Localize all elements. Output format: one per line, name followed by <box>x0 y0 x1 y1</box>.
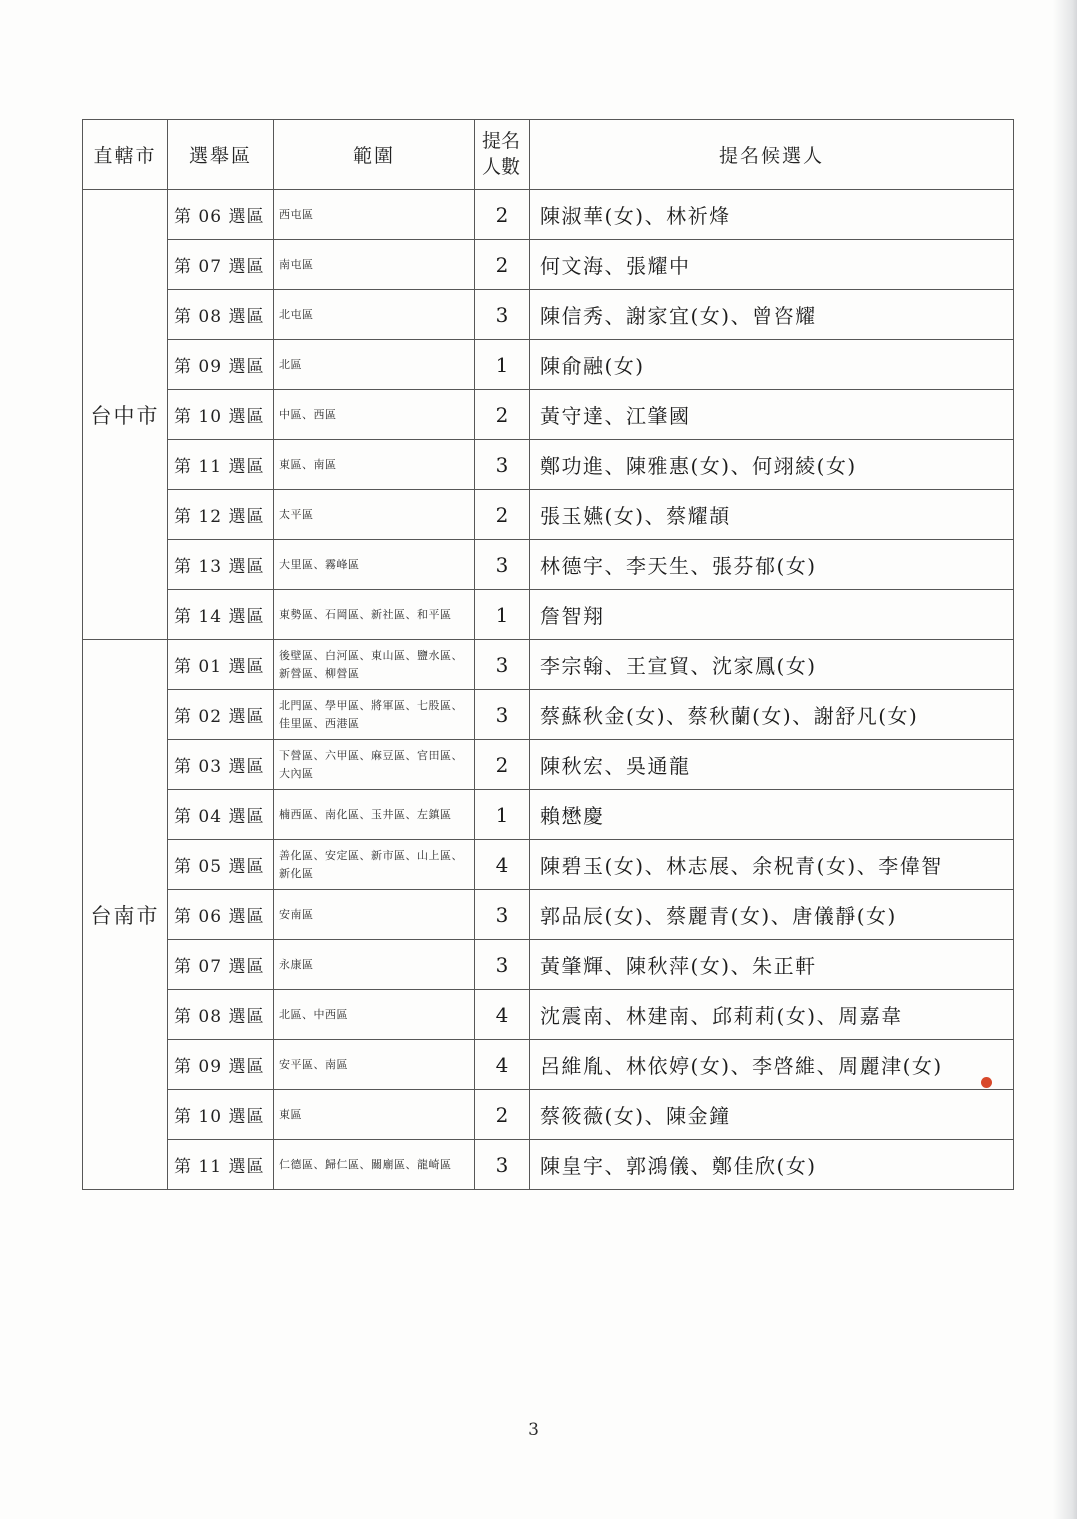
nominee-count-cell: 2 <box>475 490 530 540</box>
table-row <box>83 790 1014 840</box>
table-row <box>83 990 1014 1040</box>
table-row <box>83 940 1014 990</box>
candidates-cell: 詹智翔 <box>530 590 1014 640</box>
candidates-cell: 沈震南、林建南、邱莉莉(女)、周嘉韋 <box>530 990 1014 1040</box>
table-row <box>83 840 1014 890</box>
candidates-cell: 蔡筱薇(女)、陳金鐘 <box>530 1090 1014 1140</box>
scope-cell: 東區 <box>274 1090 475 1140</box>
candidates-cell: 鄭功進、陳雅惠(女)、何翊綾(女) <box>530 440 1014 490</box>
scope-cell: 北門區、學甲區、將軍區、七股區、佳里區、西港區 <box>274 690 475 740</box>
district-cell: 第 08 選區 <box>168 290 274 340</box>
district-cell: 第 06 選區 <box>168 890 274 940</box>
candidates-cell: 陳碧玉(女)、林志展、余柷青(女)、李偉智 <box>530 840 1014 890</box>
scope-cell: 楠西區、南化區、玉井區、左鎮區 <box>274 790 475 840</box>
table-row <box>83 340 1014 390</box>
scope-cell: 仁德區、歸仁區、關廟區、龍崎區 <box>274 1140 475 1190</box>
nominee-count-cell: 3 <box>475 290 530 340</box>
district-cell: 第 10 選區 <box>168 390 274 440</box>
table-row <box>83 190 1014 240</box>
scope-cell: 北區、中西區 <box>274 990 475 1040</box>
district-cell: 第 03 選區 <box>168 740 274 790</box>
table-row <box>83 1140 1014 1190</box>
table-row <box>83 540 1014 590</box>
district-cell: 第 14 選區 <box>168 590 274 640</box>
candidates-cell: 陳俞融(女) <box>530 340 1014 390</box>
nominee-count-cell: 2 <box>475 240 530 290</box>
nominee-count-cell: 2 <box>475 390 530 440</box>
candidates-cell: 陳信秀、謝家宜(女)、曾咨耀 <box>530 290 1014 340</box>
scope-cell: 安南區 <box>274 890 475 940</box>
municipality-cell: 台中市 <box>83 190 168 640</box>
header-nominee-count: 提名人數 <box>475 120 530 190</box>
scope-cell: 安平區、南區 <box>274 1040 475 1090</box>
nominee-count-cell: 4 <box>475 1040 530 1090</box>
candidates-cell: 何文海、張耀中 <box>530 240 1014 290</box>
scope-cell: 太平區 <box>274 490 475 540</box>
table-row <box>83 740 1014 790</box>
district-cell: 第 02 選區 <box>168 690 274 740</box>
district-cell: 第 08 選區 <box>168 990 274 1040</box>
district-cell: 第 06 選區 <box>168 190 274 240</box>
scan-edge-shadow <box>1053 0 1077 1519</box>
header-district: 選舉區 <box>168 120 274 190</box>
scope-cell: 東區、南區 <box>274 440 475 490</box>
nominee-count-cell: 3 <box>475 890 530 940</box>
scope-cell: 大里區、霧峰區 <box>274 540 475 590</box>
nominee-count-cell: 2 <box>475 740 530 790</box>
table-row <box>83 240 1014 290</box>
header-candidates: 提名候選人 <box>530 120 1014 190</box>
nomination-table <box>82 119 1014 1190</box>
district-cell: 第 01 選區 <box>168 640 274 690</box>
nominee-count-cell: 2 <box>475 1090 530 1140</box>
district-cell: 第 12 選區 <box>168 490 274 540</box>
table-row <box>83 440 1014 490</box>
scope-cell: 北區 <box>274 340 475 390</box>
scope-cell: 善化區、安定區、新市區、山上區、新化區 <box>274 840 475 890</box>
nominee-count-cell: 2 <box>475 190 530 240</box>
nominee-count-cell: 3 <box>475 1140 530 1190</box>
header-scope: 範圍 <box>274 120 475 190</box>
nominee-count-cell: 3 <box>475 440 530 490</box>
district-cell: 第 04 選區 <box>168 790 274 840</box>
scope-cell: 西屯區 <box>274 190 475 240</box>
candidates-cell: 蔡蘇秋金(女)、蔡秋蘭(女)、謝舒凡(女) <box>530 690 1014 740</box>
header-row <box>83 120 1014 190</box>
table-row <box>83 1040 1014 1090</box>
nominee-count-cell: 3 <box>475 540 530 590</box>
table-row <box>83 1090 1014 1140</box>
table-row <box>83 390 1014 440</box>
table-row <box>83 890 1014 940</box>
candidates-cell: 李宗翰、王宣貿、沈家鳳(女) <box>530 640 1014 690</box>
municipality-cell: 台南市 <box>83 640 168 1190</box>
table-row <box>83 690 1014 740</box>
scope-cell: 中區、西區 <box>274 390 475 440</box>
candidates-cell: 陳秋宏、吳通龍 <box>530 740 1014 790</box>
scope-cell: 東勢區、石岡區、新社區、和平區 <box>274 590 475 640</box>
candidates-cell: 黃守達、江肇國 <box>530 390 1014 440</box>
district-cell: 第 10 選區 <box>168 1090 274 1140</box>
district-cell: 第 09 選區 <box>168 340 274 390</box>
nominee-count-cell: 3 <box>475 640 530 690</box>
nominee-count-cell: 3 <box>475 690 530 740</box>
candidates-cell: 郭品辰(女)、蔡麗青(女)、唐儀靜(女) <box>530 890 1014 940</box>
district-cell: 第 13 選區 <box>168 540 274 590</box>
district-cell: 第 07 選區 <box>168 240 274 290</box>
candidates-cell: 賴懋慶 <box>530 790 1014 840</box>
candidates-cell: 呂維胤、林依婷(女)、李啓維、周麗津(女) <box>530 1040 1014 1090</box>
district-cell: 第 05 選區 <box>168 840 274 890</box>
district-cell: 第 11 選區 <box>168 440 274 490</box>
candidates-cell: 林德宇、李天生、張芬郁(女) <box>530 540 1014 590</box>
candidates-cell: 陳皇宇、郭鴻儀、鄭佳欣(女) <box>530 1140 1014 1190</box>
district-cell: 第 11 選區 <box>168 1140 274 1190</box>
table-row <box>83 290 1014 340</box>
district-cell: 第 07 選區 <box>168 940 274 990</box>
district-cell: 第 09 選區 <box>168 1040 274 1090</box>
scope-cell: 北屯區 <box>274 290 475 340</box>
table-row <box>83 640 1014 690</box>
scope-cell: 後壁區、白河區、東山區、鹽水區、新營區、柳營區 <box>274 640 475 690</box>
candidates-cell: 陳淑華(女)、林祈烽 <box>530 190 1014 240</box>
table-row <box>83 490 1014 540</box>
nominee-count-cell: 4 <box>475 990 530 1040</box>
nominee-count-cell: 1 <box>475 340 530 390</box>
candidates-cell: 張玉嬿(女)、蔡耀頡 <box>530 490 1014 540</box>
header-municipality: 直轄市 <box>83 120 168 190</box>
red-dot-annotation <box>981 1077 992 1088</box>
scope-cell: 下營區、六甲區、麻豆區、官田區、大內區 <box>274 740 475 790</box>
nominee-count-cell: 1 <box>475 790 530 840</box>
nominee-count-cell: 3 <box>475 940 530 990</box>
table-row <box>83 590 1014 640</box>
nominee-count-cell: 1 <box>475 590 530 640</box>
page-number: 3 <box>528 1420 539 1440</box>
scope-cell: 永康區 <box>274 940 475 990</box>
candidates-cell: 黃肇輝、陳秋萍(女)、朱正軒 <box>530 940 1014 990</box>
scope-cell: 南屯區 <box>274 240 475 290</box>
nominee-count-cell: 4 <box>475 840 530 890</box>
